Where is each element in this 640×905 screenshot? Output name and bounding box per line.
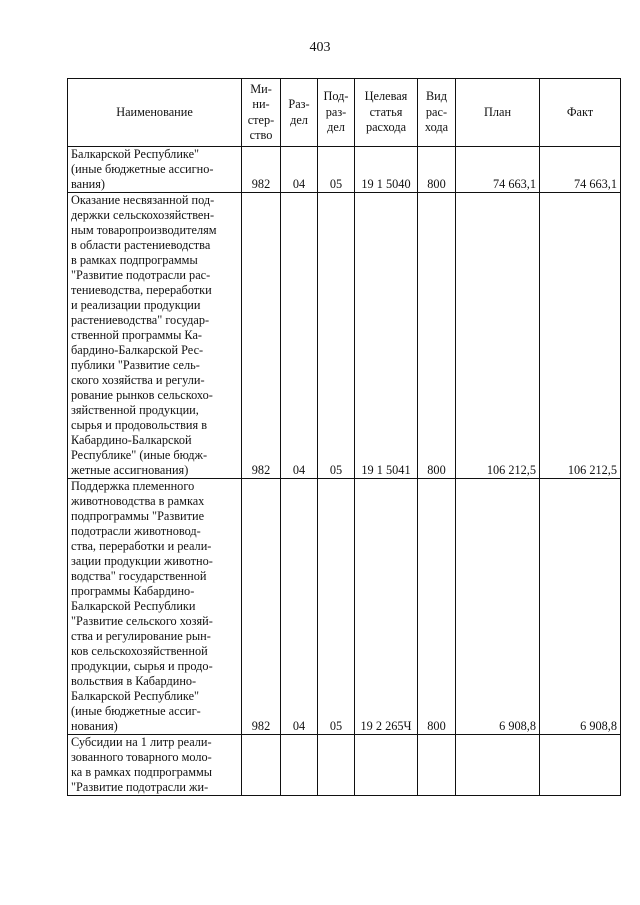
ministry-cell: 982 [242,147,281,193]
row-name-line: сырья и продовольствия в [71,418,207,432]
row-name-line: Оказание несвязанной под- [71,193,215,207]
target-article-cell: 19 1 5040 [355,147,418,193]
subsection-cell [318,735,355,796]
row-name-line: в рамках подпрограммы [71,253,198,267]
subsection-cell: 05 [318,479,355,735]
target-article-cell: 19 1 5041 [355,193,418,479]
row-name-line: продукции, сырья и продо- [71,659,213,673]
fact-cell: 74 663,1 [540,147,621,193]
plan-cell [456,735,540,796]
row-name-line: Балкарской Республике" [71,689,200,703]
row-name-line: животноводства в рамках [71,494,205,508]
section-cell [281,735,318,796]
header-plan: План [456,79,540,147]
row-name-line: публики "Развитие сель- [71,358,200,372]
expense-type-cell: 800 [418,193,456,479]
plan-cell: 74 663,1 [456,147,540,193]
row-name-line: бардино-Балкарской Рес- [71,343,204,357]
subsection-cell: 05 [318,193,355,479]
row-name-cell [68,147,242,193]
row-name-line: Балкарской Республики [71,599,196,613]
row-name-line: ства, переработки и реали- [71,539,212,553]
row-name-line: ным товаропроизводителям [71,223,217,237]
row-name-line: Республике" (иные бюдж- [71,448,208,462]
row-name-line: и реализации продукции [71,298,201,312]
target-article-cell [355,735,418,796]
ministry-cell [242,735,281,796]
table-row [68,735,621,796]
section-cell: 04 [281,193,318,479]
header-subsection: Под- раз- дел [318,79,355,147]
row-name-line: зованного товарного моло- [71,750,212,764]
row-name-line: нования) [71,719,118,733]
row-name-line: ка в рамках подпрограммы [71,765,213,779]
table-row [68,193,621,479]
row-name-line: программы Кабардино- [71,584,195,598]
target-article-cell: 19 2 265Ч [355,479,418,735]
row-name-line: (иные бюджетные ассиг- [71,704,201,718]
ministry-cell: 982 [242,193,281,479]
row-name-line: держки сельскохозяйствен- [71,208,215,222]
row-name-line: "Развитие подотрасли рас- [71,268,211,282]
row-name-line: ственной программы Ка- [71,328,203,342]
row-name-line: Субсидии на 1 литр реали- [71,735,212,749]
fact-cell: 6 908,8 [540,479,621,735]
table-row [68,479,621,735]
expense-type-cell [418,735,456,796]
page-number: 403 [309,40,331,55]
row-name-line: в области растениеводства [71,238,211,252]
row-name-line: (иные бюджетные ассигно- [71,162,214,176]
row-name-line: жетные ассигнования) [71,463,189,477]
expense-type-cell: 800 [418,147,456,193]
subsection-cell: 05 [318,147,355,193]
row-name-line: растениеводства" государ- [71,313,210,327]
row-name-line: зяйственной продукции, [71,403,199,417]
header-name: Наименование [68,79,242,147]
budget-table [67,78,621,796]
header-target-article: Целевая статья расхода [355,79,418,147]
row-name-line: Балкарской Республике" [71,147,200,161]
header-row [68,79,621,147]
section-cell: 04 [281,147,318,193]
plan-cell: 106 212,5 [456,193,540,479]
row-name-line: зации продукции животно- [71,554,213,568]
header-expense-type: Вид рас- хода [418,79,456,147]
table-row [68,147,621,193]
row-name-line: подотрасли животновод- [71,524,201,538]
row-name-line: "Развитие сельского хозяй- [71,614,213,628]
header-fact: Факт [540,79,621,147]
row-name-line: тениеводства, переработки [71,283,212,297]
section-cell: 04 [281,479,318,735]
row-name-cell [68,479,242,735]
row-name-line: Кабардино-Балкарской [71,433,192,447]
row-name-line: Поддержка племенного [71,479,195,493]
row-name-line: ства и регулирование рын- [71,629,211,643]
fact-cell: 106 212,5 [540,193,621,479]
expense-type-cell: 800 [418,479,456,735]
row-name-line: вания) [71,177,106,191]
row-name-line: "Развитие подотрасли жи- [71,780,209,794]
row-name-line: ков сельскохозяйственной [71,644,208,658]
row-name-cell [68,735,242,796]
fact-cell [540,735,621,796]
row-name-line: подпрограммы "Развитие [71,509,205,523]
header-ministry: Ми- ни- стер- ство [242,79,281,147]
row-name-line: водства" государственной [71,569,207,583]
row-name-line: рование рынков сельскохо- [71,388,213,402]
row-name-line: вольствия в Кабардино- [71,674,197,688]
row-name-cell [68,193,242,479]
header-section: Раз- дел [281,79,318,147]
ministry-cell: 982 [242,479,281,735]
plan-cell: 6 908,8 [456,479,540,735]
row-name-line: ского хозяйства и регули- [71,373,205,387]
